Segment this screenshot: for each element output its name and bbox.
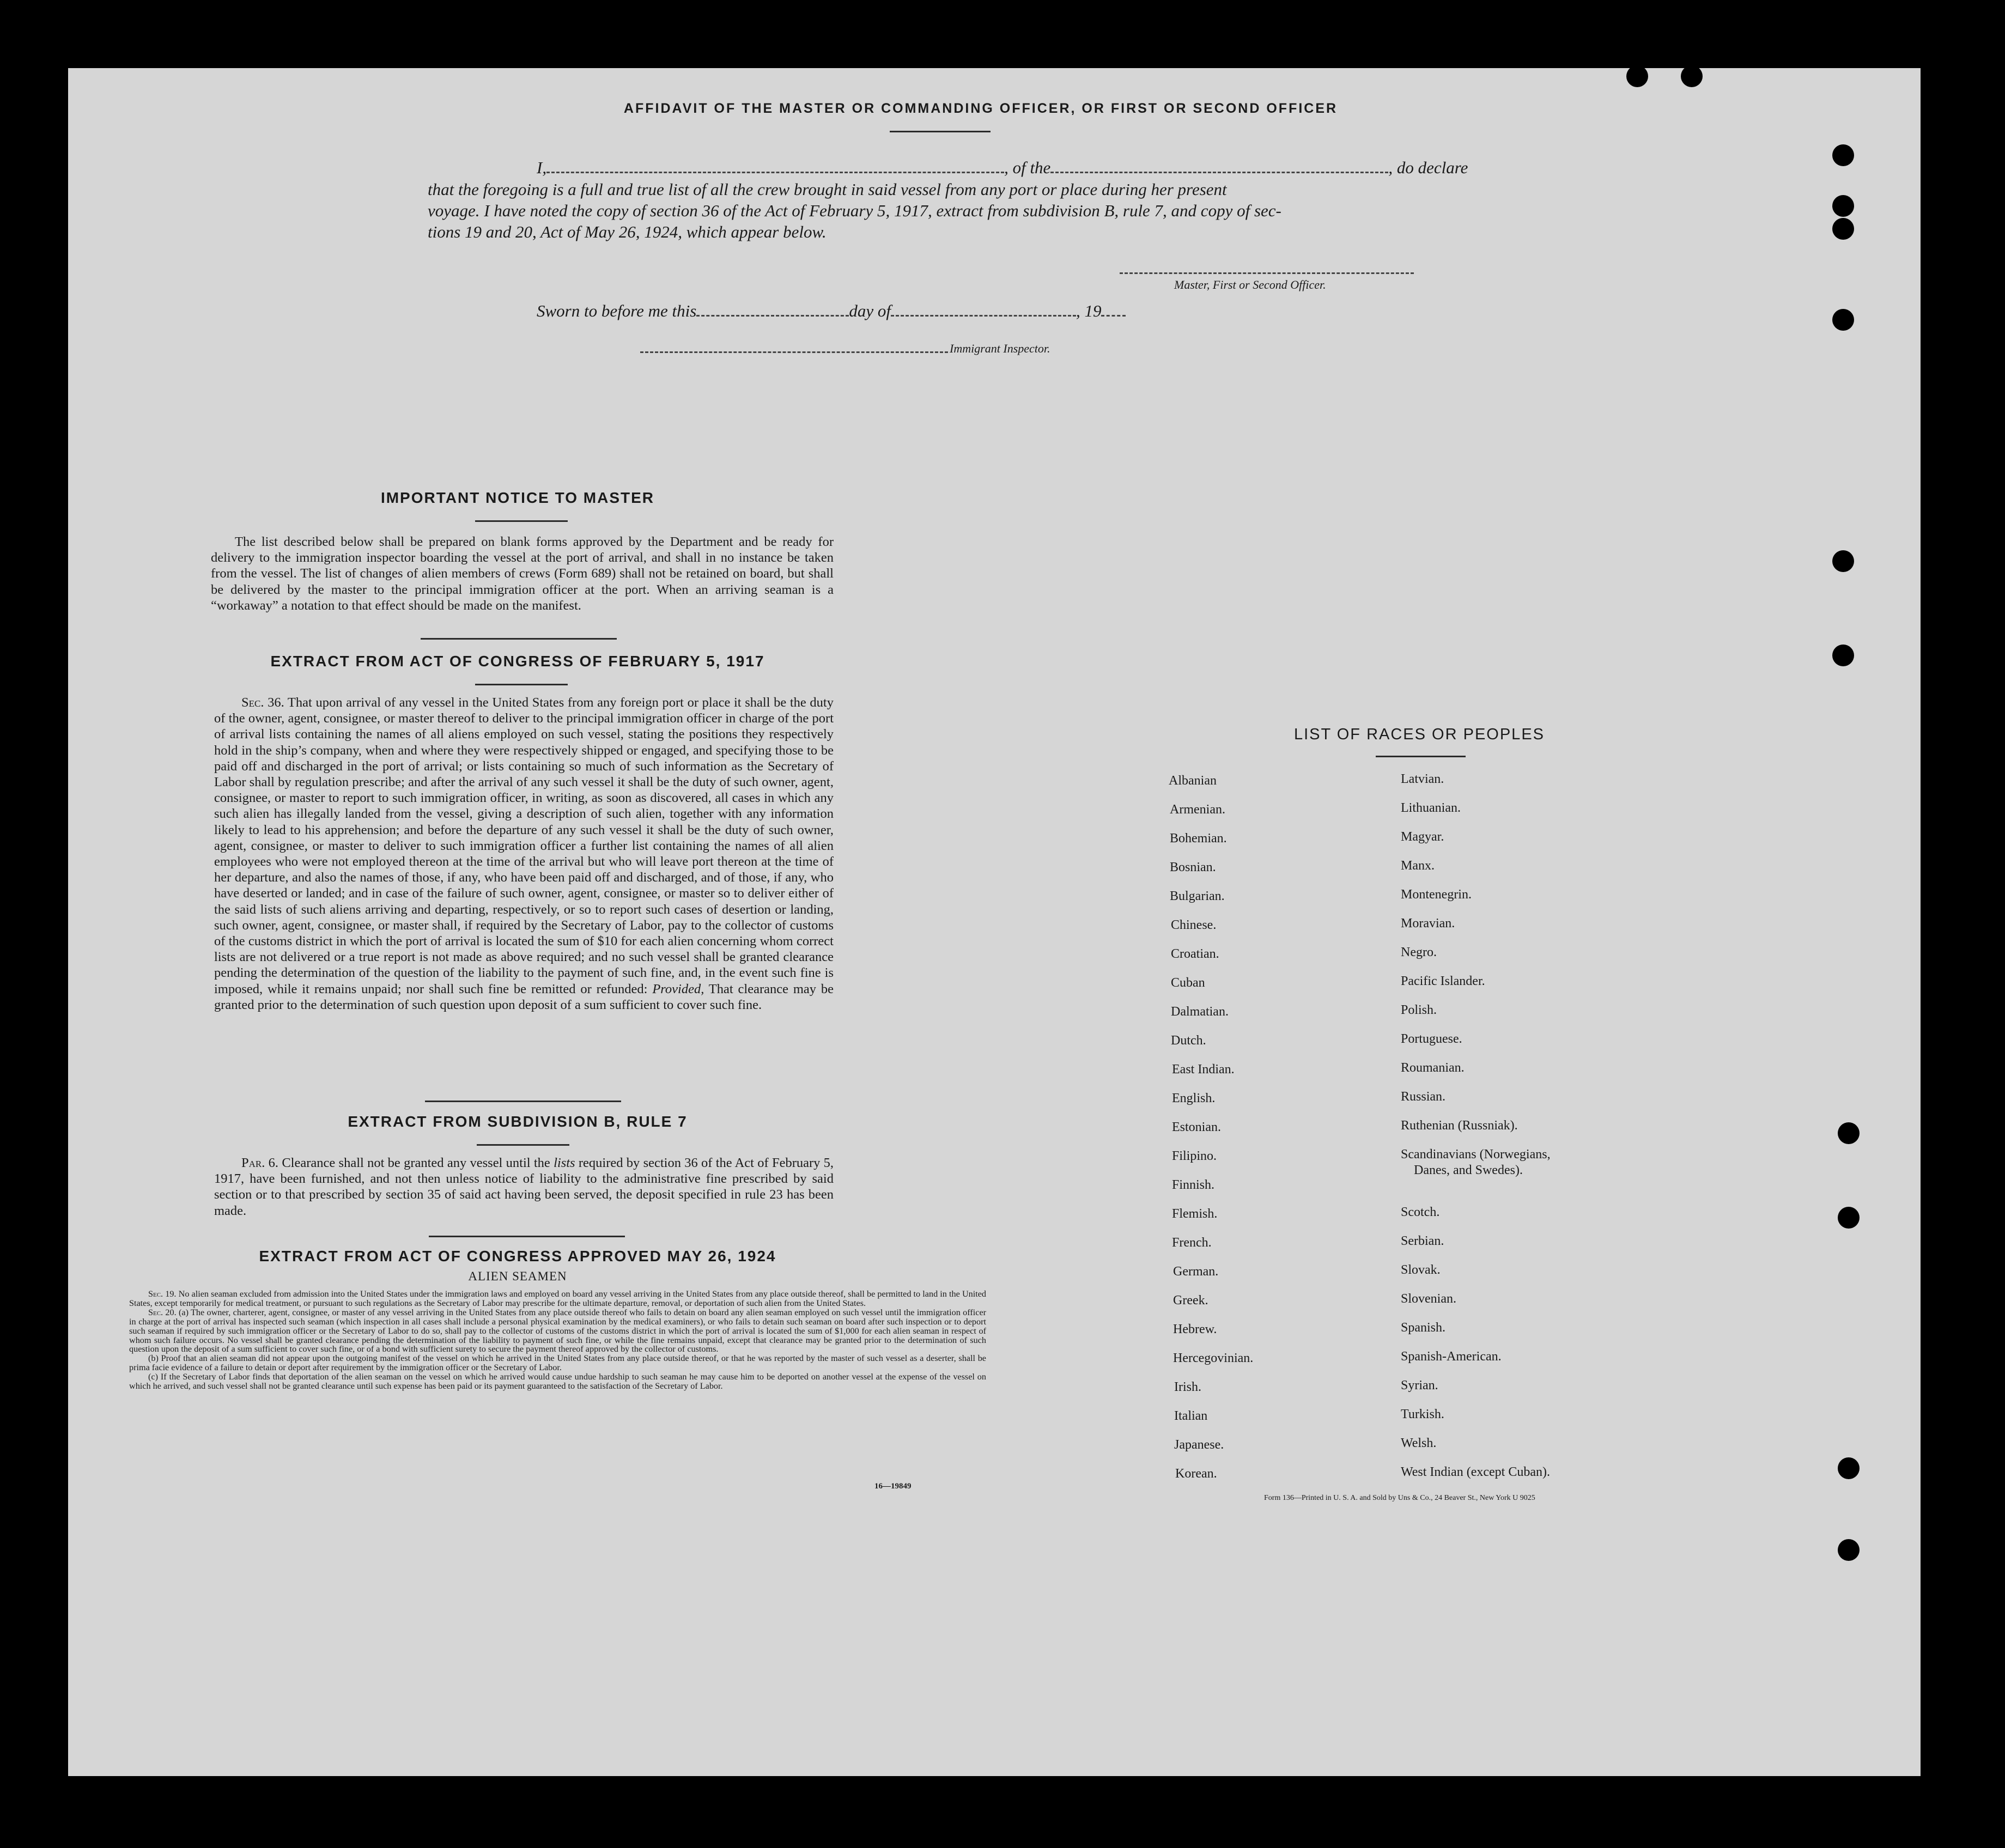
sworn-line: Sworn to before me this day of , 19	[428, 301, 1463, 321]
extract-1924-heading: EXTRACT FROM ACT OF CONGRESS APPROVED MAY 26, 1924	[259, 1248, 776, 1265]
master-caption: Master, First or Second Officer.	[1174, 278, 1326, 291]
race-right: Russian.	[1401, 1090, 1446, 1104]
race-left: Dutch.	[1171, 1034, 1206, 1048]
race-right: Scandinavians (Norwegians,	[1401, 1147, 1551, 1162]
race-left: Cuban	[1171, 976, 1205, 990]
affidavit-line-1: I, , of the , do declare	[537, 158, 1468, 177]
race-right: Latvian.	[1401, 772, 1444, 786]
punch-hole	[1832, 195, 1854, 217]
master-signature-blank[interactable]	[1120, 272, 1414, 274]
vessel-blank[interactable]	[1050, 161, 1388, 173]
race-left: Dalmatian.	[1171, 1005, 1229, 1019]
punch-hole	[1832, 550, 1854, 572]
race-left: East Indian.	[1172, 1062, 1235, 1077]
race-right: Magyar.	[1401, 830, 1444, 844]
notice-heading: IMPORTANT NOTICE TO MASTER	[380, 489, 655, 506]
race-right: Welsh.	[1401, 1436, 1437, 1450]
race-right: Portuguese.	[1401, 1032, 1462, 1046]
paragraph-6-text: Par. 6. Clearance shall not be granted any vessel until the lists required by section 36 of the Act of February 5, 1917, have been furnished, and not then unless notice of liability to the administrative fine prescribed by said section or to that prescribed by section 35 of said act having been served, the deposit specified in rule 23 has been made.	[214, 1156, 834, 1218]
punch-hole	[1838, 1122, 1860, 1144]
race-left: Korean.	[1175, 1467, 1217, 1481]
race-right: Slovenian.	[1401, 1292, 1456, 1306]
section-20a-text: Sec. 20. (a) The owner, charterer, agent, consignee, or master of any vessel arriving in the United States from any place outside thereof who fails to detain on board any alien seaman employed on such vessel until the immigration officer in charge at the port of arrival has inspected such seaman (which inspection in all cases shall include a personal physical examination by the medical examiners), or who fails to detain such seaman on board after such inspection or to deport such seaman if required by such immigration officer or the Secretary of Labor to do so, shall pay to the collector of customs of the customs district in which the port of arrival is located the sum of $1,000 for each alien seaman in respect of whom such failure occurs. No vessel shall be granted clearance pending the determination of the liability to payment of such fine, or while the fine remains unpaid, except that clearance may be granted prior to the determination of such question upon the deposit of a sum sufficient to cover such fine, or of a bond with sufficient surety to secure the payment thereof approved by the collector of customs.	[129, 1307, 987, 1354]
inspector-signature-blank[interactable]	[640, 351, 948, 353]
race-right: Ruthenian (Russniak).	[1401, 1118, 1518, 1133]
printer-footer: Form 136—Printed in U. S. A. and Sold by Uns & Co., 24 Beaver St., New York U 9025	[1264, 1494, 1535, 1502]
seamen-sections	[129, 1290, 986, 1391]
race-left: Albanian	[1169, 774, 1217, 788]
races-heading: LIST OF RACES OR PEOPLES	[1293, 726, 1545, 743]
race-right: Lithuanian.	[1401, 801, 1461, 815]
punch-hole	[1832, 645, 1854, 666]
divider-2	[425, 1101, 621, 1102]
race-right: Scotch.	[1401, 1205, 1440, 1219]
form-code: 16—19849	[874, 1482, 912, 1491]
sworn-year-blank[interactable]	[1101, 304, 1126, 317]
race-left: Hebrew.	[1173, 1322, 1217, 1336]
divider-3	[429, 1236, 625, 1237]
punch-hole	[1832, 218, 1854, 240]
document-page	[68, 68, 1921, 1776]
affidavit-line-3: voyage. I have noted the copy of section 36 of the Act of February 5, 1917, extract from subdivision B, rule 7, and copy of sec-	[428, 201, 1281, 220]
race-left: Flemish.	[1172, 1207, 1218, 1221]
race-right: Pacific Islander.	[1401, 974, 1485, 988]
affidavit-line-4: tions 19 and 20, Act of May 26, 1924, which appear below.	[428, 222, 827, 241]
race-right: Syrian.	[1401, 1378, 1438, 1393]
race-right: Roumanian.	[1401, 1061, 1465, 1075]
extract-1917-heading: EXTRACT FROM ACT OF CONGRESS OF FEBRUARY 5, 1917	[270, 653, 765, 670]
extract-1917-rule	[475, 684, 568, 685]
race-right: Spanish-American.	[1401, 1349, 1502, 1364]
race-left: Armenian.	[1170, 803, 1225, 817]
divider-1	[421, 638, 617, 640]
rule-7-heading: EXTRACT FROM SUBDIVISION B, RULE 7	[348, 1113, 688, 1130]
race-right: Slovak.	[1401, 1263, 1441, 1277]
title-rule	[890, 131, 991, 132]
section-20b-text: (b) Proof that an alien seaman did not appear upon the outgoing manifest of the vessel on which he arrived in the United States from any place outside thereof, or that he was reported by the master of such vessel as a deserter, shall be prima facie evidence of a failure to detain or deport after requirement by the immigration officer or the Secretary of Labor.	[129, 1353, 986, 1373]
race-right: Turkish.	[1401, 1407, 1444, 1421]
punch-hole	[1681, 68, 1703, 87]
race-left: Irish.	[1174, 1380, 1201, 1394]
race-left: Filipino.	[1172, 1149, 1217, 1163]
race-right: Moravian.	[1401, 916, 1455, 931]
race-right: Spanish.	[1401, 1321, 1446, 1335]
race-left: Bohemian.	[1170, 831, 1227, 846]
race-left: Estonian.	[1172, 1120, 1221, 1134]
section-20c-text: (c) If the Secretary of Labor finds that deportation of the alien seaman on the vessel on which he arrived would cause undue hardship to such seaman he may cause him to be deported on another vessel at the expense of the vessel on which he arrived, and such vessel shall not be granted clearance until such expense has been paid or its payment guaranteed to the satisfaction of the Secretary of Labor.	[129, 1372, 986, 1391]
race-left: Hercegovinian.	[1173, 1351, 1254, 1365]
rule-7-rule	[477, 1144, 569, 1146]
notice-text: The list described below shall be prepared on blank forms approved by the Department and be ready for delivery to the immigration inspector boarding the vessel at the port of arrival, and shall in no instance be taken from the vessel. The list of changes of alien members of crews (Form 689) shall not be retained on board, but shall be delivered by the master to the principal immigration officer at the port. When an arriving seaman is a “workaway” a notation to that effect should be made on the manifest.	[211, 534, 834, 613]
sworn-day-blank[interactable]	[696, 304, 849, 317]
punch-hole	[1832, 309, 1854, 331]
race-left: Chinese.	[1171, 918, 1217, 932]
race-left: Bosnian.	[1170, 860, 1216, 874]
race-left: English.	[1172, 1091, 1216, 1105]
race-left: Croatian.	[1171, 947, 1219, 961]
race-right-continuation: Danes, and Swedes).	[1414, 1163, 1523, 1177]
affidavit-line-2: that the foregoing is a full and true list of all the crew brought in said vessel from any port or place during her present	[428, 180, 1227, 199]
race-left: Japanese.	[1174, 1438, 1224, 1452]
race-right: Negro.	[1401, 945, 1437, 959]
race-left: Italian	[1174, 1409, 1208, 1423]
punch-hole	[1838, 1457, 1860, 1479]
punch-hole	[1838, 1207, 1860, 1229]
race-left: Greek.	[1173, 1293, 1208, 1308]
punch-hole	[1838, 1539, 1860, 1561]
section-36-text: Sec. 36. That upon arrival of any vessel in the United States from any foreign port or place it shall be the duty of the owner, agent, consignee, or master thereof to deliver to the principal immigration officer in charge of the port of arrival lists containing the names of all aliens employed on such vessel, stating the positions they respectively hold in the ship’s company, when and where they were respectively shipped or engaged, and specifying those to be paid off and discharged in the port of arrival; or lists containing so much of such information as the Secretary of Labor shall by regulation prescribe; and after the arrival of any such vessel it shall be the duty of such owner, agent, consignee, or master to report to such immigration officer, in writing, as soon as discovered, all cases in which any such alien has illegally landed from the vessel, giving a description of such alien, together with any information likely to lead to his apprehension; and before the departure of any such vessel it shall be the duty of such owner, agent, consignee, or master to deliver to such immigration officer a further list containing the names of all alien employees who were not employed thereon at the time of the arrival but who will leave port thereon at the time of her departure, and also the names of those, if any, who have been paid off and discharged, and of those, if any, who have deserted or landed; and in case of the failure of such owner, agent, consignee, or master so to deliver either of the said lists of such aliens arriving and departing, respectively, or so to report such cases of desertion or landing, such owner, agent, consignee, or master shall, if required by the Secretary of Labor, pay to the collector of customs of the customs district in which the port of arrival is located the sum of $10 for each alien concerning whom correct lists are not delivered or a true report is not made as above required; and no such vessel shall be granted clearance pending the determination of the question of the liability to the payment of such fine, and, in the event such fine is imposed, while it remains unpaid; nor shall such fine be remitted or refunded: Provided, That clearance may be granted prior to the determination of such question upon deposit of a sum sufficient to cover such fine.	[214, 695, 834, 1012]
alien-seamen-subheading: ALIEN SEAMEN	[468, 1269, 567, 1283]
section-19-text: Sec. 19. No alien seaman excluded from admission into the United States under the immigration laws and employed on board any vessel arriving in the United States from any place outside thereof, shall be permitted to land in the United States, except temporarily for medical treatment, or pursuant to such regulations as the Secretary of Labor may prescribe for the ultimate departure, removal, or deportation of such alien from the United States.	[129, 1289, 987, 1308]
race-right: Polish.	[1401, 1003, 1437, 1017]
race-left: Bulgarian.	[1170, 889, 1225, 903]
race-right: Montenegrin.	[1401, 887, 1472, 902]
name-blank[interactable]	[546, 161, 1004, 173]
race-left: Finnish.	[1172, 1178, 1215, 1192]
race-left: German.	[1173, 1265, 1219, 1279]
sworn-month-blank[interactable]	[891, 304, 1076, 317]
race-right: Manx.	[1401, 859, 1435, 873]
inspector-caption: Immigrant Inspector.	[950, 342, 1050, 355]
race-right: West Indian (except Cuban).	[1401, 1465, 1550, 1479]
notice-rule	[475, 520, 568, 522]
races-rule	[1376, 756, 1466, 757]
punch-hole	[1832, 144, 1854, 166]
race-left: French.	[1172, 1236, 1212, 1250]
affidavit-title: AFFIDAVIT OF THE MASTER OR COMMANDING OFFICER, OR FIRST OR SECOND OFFICER	[623, 101, 1338, 116]
race-right: Serbian.	[1401, 1234, 1444, 1248]
punch-hole	[1626, 68, 1648, 87]
